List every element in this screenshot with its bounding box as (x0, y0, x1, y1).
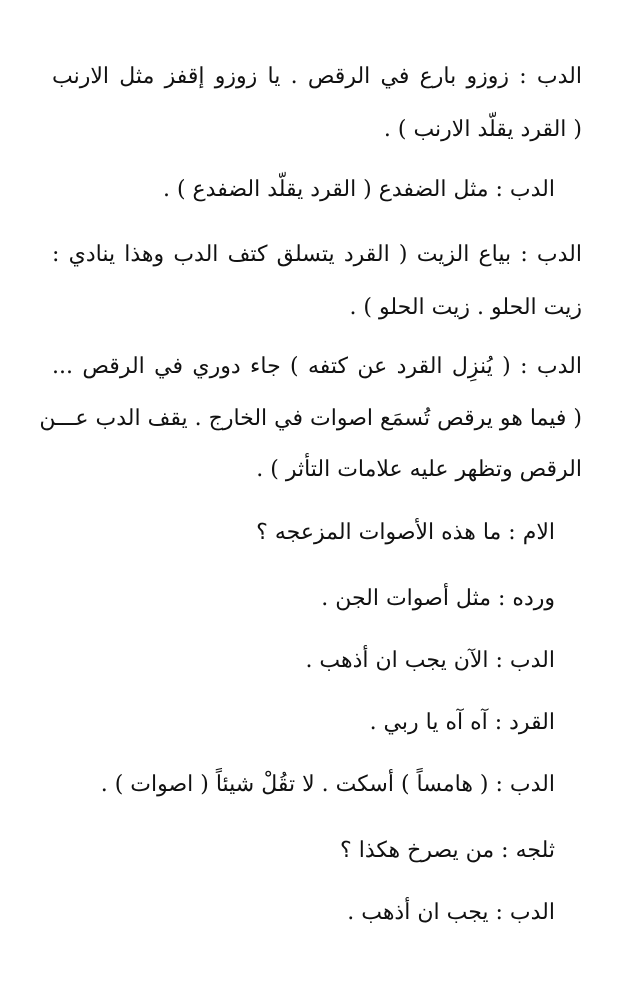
text-line-5: زيت الحلو . زيت الحلو ) . (349, 295, 582, 320)
text-line-9: الام : ما هذه الأصوات المزعجه ؟ (256, 520, 555, 545)
text-line-14: ثلجه : من يصرخ هكذا ؟ (340, 838, 555, 863)
text-line-8: الرقص وتظهر عليه علامات التأثر ) . (256, 457, 582, 482)
text-line-4: الدب : بياع الزيت ( القرد يتسلق كتف الدب وهذا ينادي : (52, 242, 582, 267)
text-line-3: الدب : مثل الضفدع ( القرد يقلّد الضفدع ) . (162, 177, 555, 202)
text-line-6: الدب : ( يُنزِل القرد عن كتفه ) جاء دوري في الرقص ... (52, 354, 582, 379)
text-line-1: الدب : زوزو بارع في الرقص . يا زوزو إقفز مثل الارنب (52, 64, 582, 89)
text-line-15: الدب : يجب ان أذهب . (347, 900, 555, 925)
text-line-7: ( فيما هو يرقص تُسمَع اصوات في الخارج . يقف الدب عـــن (39, 406, 582, 431)
text-line-2: ( القرد يقلّد الارنب ) . (383, 117, 582, 142)
text-line-11: الدب : الآن يجب ان أذهب . (305, 648, 555, 673)
text-line-10: ورده : مثل أصوات الجن . (321, 586, 555, 611)
text-line-13: الدب : ( هامساً ) أسكت . لا تقُلْ شيئاً ( اصوات ) . (100, 772, 555, 797)
text-line-12: القرد : آه آه يا ربي . (369, 710, 555, 735)
